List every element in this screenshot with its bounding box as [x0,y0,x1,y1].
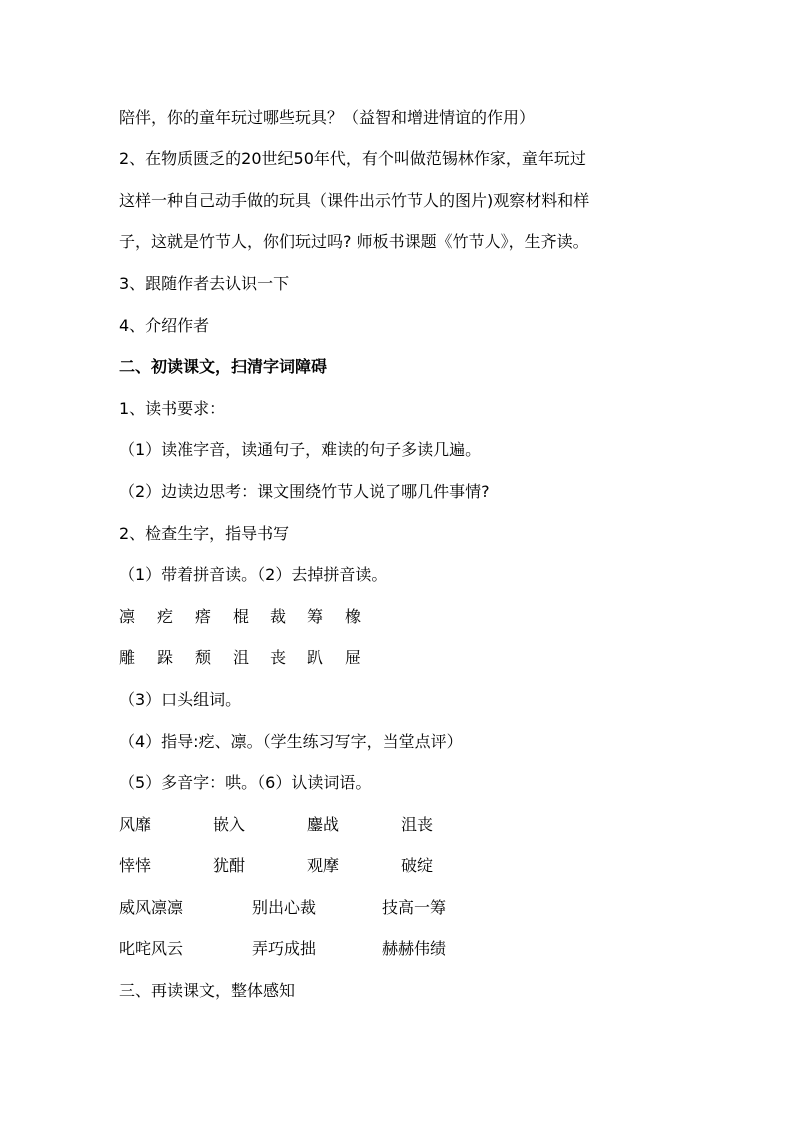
char-item: 橡 [345,607,362,626]
char-item: 趴 [307,648,324,667]
paragraph-reading-requirements: 1、读书要求： [119,399,226,418]
word-item: 犹酣 [213,856,246,875]
list-item-requirement-2: （2）边读边思考：课文围绕竹节人说了哪几件事情? [119,482,490,501]
char-item: 颓 [195,648,212,667]
idiom-item: 威风凛凛 [119,898,184,917]
paragraph-check-characters: 2、检查生字，指导书写 [119,524,290,543]
char-item: 棍 [233,607,250,626]
idiom-item: 叱咤风云 [119,939,184,958]
char-item: 丧 [270,648,287,667]
word-item: 破绽 [401,856,434,875]
idiom-item: 弄巧成拙 [252,939,317,958]
paragraph-introduce-author: 4、介绍作者 [119,316,210,335]
list-item-pinyin-reading: （1）带着拼音读。（2）去掉拼音读。 [119,565,388,584]
paragraph-intro-line-3: 子，这就是竹节人，你们玩过吗? 师板书课题《竹节人》，生齐读。 [119,232,589,251]
word-item: 沮丧 [401,815,434,834]
char-item: 沮 [233,648,250,667]
word-item: 风靡 [119,815,152,834]
char-item: 凛 [119,607,136,626]
list-item-oral-words: （3）口头组词。 [119,690,242,709]
char-item: 屉 [345,648,362,667]
word-item: 鏖战 [307,815,340,834]
char-item: 跺 [157,648,174,667]
idiom-item: 赫赫伟绩 [382,939,447,958]
char-item: 筹 [307,607,324,626]
word-item: 观摩 [307,856,340,875]
paragraph-intro-line-1: 2、在物质匮乏的20世纪50年代，有个叫做范锡林作家，童年玩过 [119,149,586,168]
paragraph-intro-line-2: 这样一种自己动手做的玩具（课件出示竹节人的图片)观察材料和样 [119,191,590,210]
word-item: 嵌入 [213,815,246,834]
char-item: 裁 [270,607,287,626]
list-item-polyphonic: （5）多音字：哄。（6）认读词语。 [119,773,372,792]
char-item: 雕 [119,648,136,667]
char-item: 疙 [157,607,174,626]
section-heading-reread: 三、再读课文，整体感知 [119,981,296,1000]
section-heading-first-reading: 二、初读课文，扫清字词障碍 [119,357,328,376]
list-item-requirement-1: （1）读准字音，读通句子，难读的句子多读几遍。 [119,440,482,459]
idiom-item: 技高一筹 [382,898,447,917]
paragraph-follow-author: 3、跟随作者去认识一下 [119,274,290,293]
idiom-item: 别出心裁 [252,898,317,917]
paragraph-companion-toys: 陪伴，你的童年玩过哪些玩具？（益智和增进情谊的作用） [119,108,536,127]
char-item: 瘩 [195,607,212,626]
list-item-writing-guidance: （4）指导:疙、凛。（学生练习写字，当堂点评） [119,732,463,751]
word-item: 悻悻 [119,856,152,875]
